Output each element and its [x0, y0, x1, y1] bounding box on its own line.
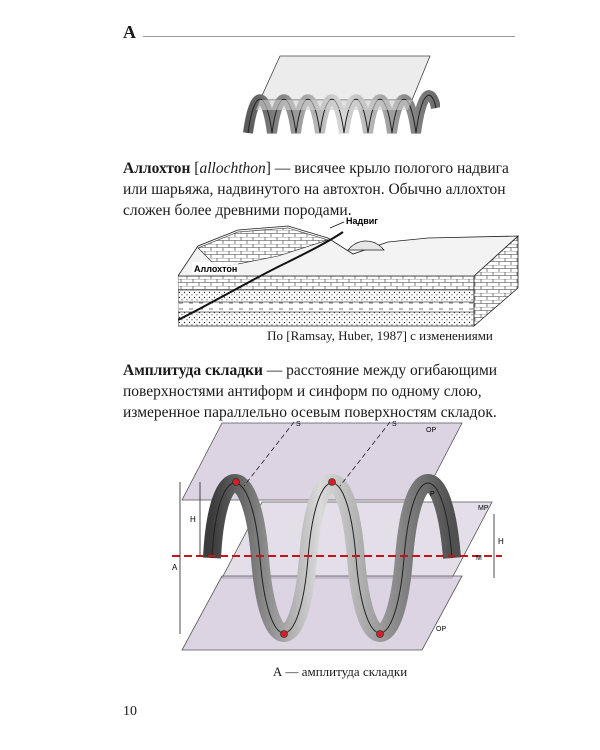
axial-label-s2: S: [392, 421, 397, 428]
layer-shale: [178, 302, 474, 312]
section-letter: А: [123, 22, 136, 42]
page-number: 10: [123, 704, 137, 719]
height-label-right: H: [498, 537, 504, 546]
term-amplitude: Амплитуда складки: [123, 362, 263, 379]
entry-amplitude: [123, 360, 525, 423]
figure-caption-allochthon: По [Ramsay, Huber, 1987] с изменениями: [267, 328, 493, 343]
axial-label-s1: S: [296, 421, 301, 428]
lower-envelope-plane: [182, 576, 462, 650]
definition-amplitude: — расстояние между огибающими поверхностями антиформ и синформ по одному слою, измеренное параллельно осевым поверхностям складок.: [123, 362, 498, 421]
allochthon-block-diagram: [178, 216, 523, 328]
entry-allochthon: [123, 158, 525, 221]
hinge-point-top-2: [329, 479, 336, 486]
fold-shadow: [256, 100, 412, 110]
median-line-label: M: [476, 555, 482, 562]
layer-limestone: [178, 276, 474, 290]
envelope-label-op-bottom: OP: [436, 626, 447, 633]
latin-open: [: [190, 160, 200, 177]
thrust-label: Надвиг: [346, 216, 379, 226]
term-allochthon: Аллохтон: [123, 160, 191, 177]
amplitude-label: A: [172, 563, 178, 572]
fold-illustration: [240, 48, 440, 148]
figure-caption-amplitude: А — амплитуда складки: [272, 664, 408, 679]
height-label-left: H: [190, 515, 196, 524]
hinge-point-top-1: [233, 479, 240, 486]
thrust-label-leader: [330, 222, 344, 228]
hinge-point-bottom-1: [281, 631, 288, 638]
allochthon-label: Аллохтон: [194, 264, 238, 274]
median-plane-label: MP: [478, 505, 489, 512]
klippe-hill: [348, 241, 384, 250]
envelope-label-op-top: OP: [426, 427, 437, 434]
inflection-label: P: [430, 491, 435, 498]
latin-close: ]: [265, 160, 271, 177]
top-envelope-plane: [260, 56, 430, 100]
fold-amplitude-diagram: [172, 418, 517, 663]
hinge-point-bottom-2: [377, 631, 384, 638]
header-rule: [143, 36, 515, 37]
definition-allochthon: — висячее крыло пологого надвига или шарьяжа, надвинутого на автохтон. Обычно аллохтон сложен более древними породами.: [123, 160, 509, 219]
latin-allochthon: allochthon: [199, 160, 266, 177]
